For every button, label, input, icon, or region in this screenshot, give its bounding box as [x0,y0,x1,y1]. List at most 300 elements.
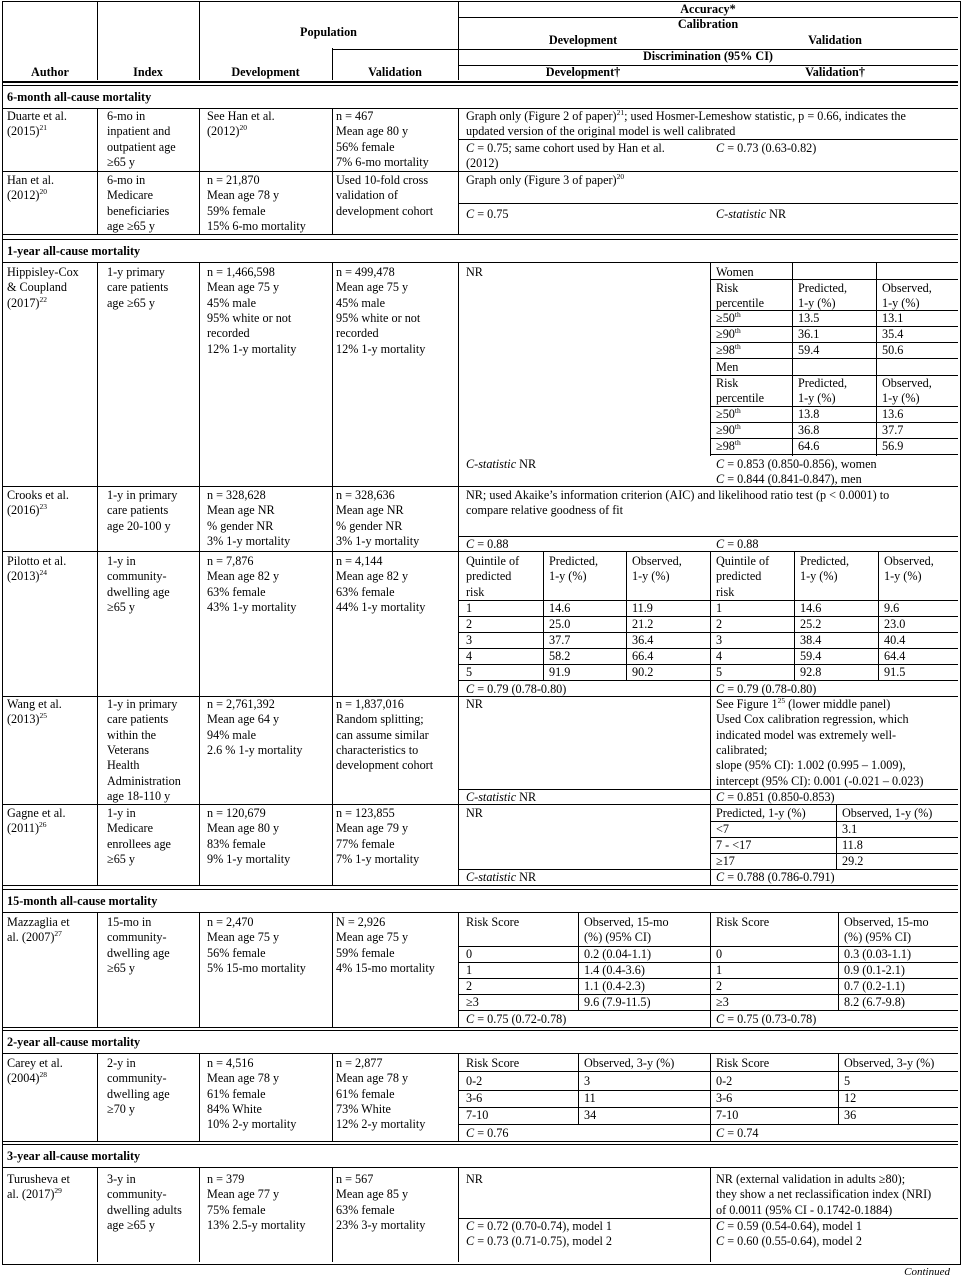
reference-superscript: th [734,405,741,415]
column-divider [710,1054,711,1141]
observed-cell: 50.6 [882,343,904,357]
risk-score-cell: 0 [716,947,723,961]
observed-cell: 90.2 [632,665,654,679]
observed-cell: 3.1 [842,822,858,836]
column-divider [199,913,200,1027]
discrimination-development-cell: C = 0.75 (0.72-0.78) [466,1012,567,1026]
row-divider [3,551,958,552]
row-divider [3,486,958,487]
discrimination-development-cell: C = 0.72 (0.70-0.74), model 1 [466,1219,613,1233]
cell-text: Risk [716,281,739,295]
row-divider [458,600,958,601]
population-validation-cell: 63% female [336,584,395,599]
population-development-cell: 94% male [207,727,257,742]
observed-header: 1-y (%) [632,569,670,584]
population-validation-cell: 3% 1-y mortality [336,533,420,548]
population-validation-cell: n = 1,837,016 [336,697,404,711]
index-cell: Medicare [107,188,154,203]
population-development-cell: n = 379 [207,1172,245,1186]
author-cell: $(2017)^{22}$ [7,294,47,310]
calibration-development-cell: NR [466,265,483,279]
quintile-cell: 1 [716,601,723,615]
column-divider [332,108,333,171]
row-divider [3,1027,958,1028]
population-development-cell: n = 7,876 [207,554,254,568]
population-validation-cell: n = 467 [336,109,374,123]
observed-cell: 36 [844,1108,857,1122]
cell-text: Observed, [882,281,932,295]
index-cell: enrollees age [107,836,171,851]
population-validation-cell: 44% 1-y mortality [336,599,426,614]
observed-cell: 36.4 [632,633,654,647]
predicted-cell: 13.8 [798,407,820,421]
section-divider [3,1030,958,1031]
observed-cell: 29.2 [842,854,864,868]
column-divider [199,263,200,486]
calibration-validation-cell: they show a net reclassification index (NRI) [716,1187,932,1202]
cell-text: percentile [716,391,765,405]
reference-superscript: 20 [616,171,625,181]
author-cell: $(2013)^{24}$ [7,568,47,584]
column-divider [710,552,711,696]
population-development-cell: Mean age 64 y [207,712,280,727]
quintile-cell: 3 [466,633,473,647]
author-cell: Gagne et al. [7,806,66,820]
observed-header: (%) (95% CI) [584,930,652,945]
observed-cell: 0.2 (0.04-1.1) [584,947,652,961]
author-cell: Hippisley-Cox [7,265,79,279]
risk-score-header: Risk Score [716,1056,770,1070]
row-divider [710,326,958,327]
observed-cell: 0.7 (0.2-1.1) [844,979,905,993]
author-cell: $(2015)^{21}$ [7,123,47,139]
index-cell: beneficiaries [107,203,170,218]
observed-cell: 11 [584,1091,596,1105]
row-divider [458,632,958,633]
population-development-cell: 56% female [207,945,266,960]
observed-cell: 0.3 (0.03-1.1) [844,947,912,961]
cell-text: 1-y (%) [882,391,920,405]
quintile-cell: 3 [716,633,723,647]
index-cell: 3-y in [107,1172,136,1186]
population-validation-cell: characteristics to [336,742,419,757]
column-divider [710,804,711,885]
population-development-cell: n = 2,470 [207,915,254,929]
population-development-cell: 75% female [207,1202,266,1217]
risk-score-cell: 0-2 [716,1074,733,1088]
observed-cell: 91.5 [884,665,906,679]
predicted-cell: 91.9 [549,665,571,679]
index-cell: 1-y in primary [107,488,178,502]
quintile-header: predicted [716,569,762,584]
index-cell: age 20-100 y [107,518,171,533]
risk-percentile-cell: ≥90th [716,325,741,341]
population-development-cell: Mean age 75 y [207,280,280,295]
population-development-cell: 45% male [207,295,257,310]
column-divider [199,552,200,696]
observed-header: (%) (95% CI) [844,930,912,945]
observed-cell: 9.6 [884,601,900,615]
cell-text: 1-y (%) [798,296,836,310]
cell-text: 1-y (%) [882,296,920,310]
column-divider [332,552,333,696]
risk-score-cell: ≥3 [716,995,729,1009]
population-development-cell: 95% white or not [207,310,292,325]
discrimination-validation-cell: C = 0.79 (0.78-0.80) [716,682,817,696]
observed-header: Observed, 15-mo [844,915,929,929]
row-divider [3,804,958,805]
quintile-cell: 5 [716,665,723,679]
predicted-cell: 7 - <17 [716,838,752,852]
discrimination-development-header: Development† [545,65,621,79]
row-divider [3,885,958,886]
reference-superscript: 25 [777,695,786,705]
quintile-header: risk [716,584,735,599]
column-divider [458,804,459,885]
row-divider [710,310,958,311]
reference-superscript: 23 [39,502,47,512]
cell-text: Predicted, [798,376,848,390]
predicted-cell: 38.4 [800,633,822,647]
population-validation-cell: n = 123,855 [336,806,395,820]
population-validation-cell: 59% female [336,945,395,960]
observed-header: Observed, [884,554,934,568]
population-development-cell: n = 2,761,392 [207,697,275,711]
index-cell: Medicare [107,821,154,836]
reference-superscript: th [734,437,741,447]
column-divider [332,804,333,885]
index-cell: age 18-110 y [107,788,171,803]
index-cell: Health [107,758,140,773]
observed-cell: 8.2 (6.7-9.8) [844,995,905,1009]
calibration-validation-cell: indicated model was extremely well- [716,727,897,742]
population-development-cell: Mean age NR [207,503,275,518]
accuracy-header: Accuracy* [680,2,736,16]
quintile-header: predicted [466,569,512,584]
discrimination-development-cell: (2012) [466,156,499,171]
population-validation-cell: validation of [336,188,398,203]
column-divider [332,263,333,486]
row-divider [710,422,958,423]
population-development-cell: 59% female [207,203,266,218]
cell-text: Predicted, [798,281,848,295]
population-validation-cell: Mean age 82 y [336,569,409,584]
observed-cell: 13.6 [882,407,904,421]
population-development-cell: 3% 1-y mortality [207,533,291,548]
reference-superscript: 27 [54,929,62,939]
row-divider [458,648,958,649]
population-validation-cell: Mean age 79 y [336,821,409,836]
population-development-cell: 2.6 % 1-y mortality [207,742,303,757]
reference-superscript: 20 [239,123,247,133]
population-development-cell: n = 1,466,598 [207,265,275,279]
index-cell: community- [107,1071,167,1086]
section-divider [3,912,958,913]
discrimination-development-cell: C = 0.75; same cohort used by Han et al. [466,141,665,155]
column-divider [199,172,200,234]
row-divider [3,234,958,235]
reference-superscript: th [734,325,741,335]
row-divider [710,438,958,439]
section-divider [3,85,958,86]
risk-score-header: Risk Score [466,1056,520,1070]
column-divider [97,487,98,551]
section-heading: 2-year all-cause mortality [7,1035,141,1049]
row-divider [710,342,958,343]
index-cell: dwelling age [107,945,170,960]
risk-percentile-cell: ≥50th [716,309,741,325]
column-divider [97,1168,98,1262]
risk-percentile-cell: ≥98th [716,341,741,357]
section-divider [3,1144,958,1145]
predicted-cell: 13.5 [798,311,820,325]
observed-cell: 35.4 [882,327,904,341]
column-divider [97,913,98,1027]
discrimination-validation-cell: C = 0.844 (0.841-0.847), men [716,472,862,486]
calibration-validation-cell: calibrated; [716,742,768,757]
population-validation-cell: n = 328,636 [336,488,395,502]
observed-cell: 21.2 [632,617,654,631]
reference-superscript: th [734,341,741,351]
population-development-cell: Mean age 78 y [207,188,280,203]
population-validation-cell: 12% 1-y mortality [336,341,426,356]
author-cell: Crooks et al. [7,488,69,502]
index-cell: care patients [107,280,169,295]
column-divider [710,263,711,456]
column-divider [97,804,98,885]
population-development-cell: 9% 1-y mortality [207,851,291,866]
column-divider [332,487,333,551]
population-validation-cell: Mean age 85 y [336,1187,409,1202]
predicted-header: Predicted, 1-y (%) [716,806,806,820]
row-divider [710,454,958,455]
index-cell: care patients [107,503,169,518]
section-divider [3,1053,958,1054]
column-divider [332,1054,333,1141]
column-divider [97,108,98,171]
population-development-cell: 63% female [207,584,266,599]
risk-score-cell: 7-10 [716,1108,739,1122]
observed-cell: 3 [584,1074,591,1088]
reference-superscript: th [734,309,741,319]
predicted-cell: 36.8 [798,423,820,437]
population-development-cell: Mean age 75 y [207,930,280,945]
observed-cell: 11.9 [632,601,653,615]
section-heading: 6-month all-cause mortality [7,90,152,104]
population-validation-cell: 12% 2-y mortality [336,1117,426,1132]
population-validation-cell: 73% White [336,1101,391,1116]
row-divider [710,406,958,407]
population-validation-cell: 95% white or not [336,310,421,325]
row-divider [710,821,958,822]
calibration-validation-header: Validation [808,33,862,47]
column-divider [458,552,459,696]
observed-header: 1-y (%) [884,569,922,584]
population-validation-cell: 23% 3-y mortality [336,1217,426,1232]
predicted-cell: 37.7 [549,633,571,647]
population-validation-cell: 56% female [336,139,395,154]
population-development-cell: n = 328,628 [207,488,266,502]
author-cell: $(2012)^{20}$ [7,187,47,203]
discrimination-validation-cell: C = 0.60 (0.55-0.64), model 2 [716,1234,863,1248]
discrimination-validation-cell: C = 0.75 (0.73-0.78) [716,1012,817,1026]
predicted-cell: 64.6 [798,439,820,453]
column-divider [458,263,459,486]
column-divider [199,1054,200,1141]
section-divider [3,1167,958,1168]
index-cell: 1-y in [107,554,136,568]
population-development-cell: See Han et al. [207,109,275,123]
population-development-cell: Mean age 82 y [207,569,280,584]
observed-header: Observed, 15-mo [584,915,669,929]
quintile-cell: 2 [466,617,473,631]
calibration-validation-cell: intercept (95% CI): 0.001 (-0.021 – 0.023) [716,773,924,788]
population-validation-cell: Mean age 75 y [336,280,409,295]
calibration-cell: updated version of the original model is well calibrated [466,124,736,139]
observed-cell: 23.0 [884,617,906,631]
reference-superscript: 25 [39,711,47,721]
quintile-header: Quintile of [716,554,770,568]
population-validation-cell: Mean age 78 y [336,1071,409,1086]
column-divider [97,696,98,804]
population-development-cell: recorded [207,326,250,341]
observed-cell: 13.1 [882,311,904,325]
index-cell: 15-mo in [107,915,152,929]
predicted-cell: 25.2 [800,617,822,631]
reference-superscript: 22 [39,294,47,304]
calibration-development-cell: NR [466,806,483,820]
reference-superscript: 29 [54,1186,62,1196]
population-development-cell: 13% 2.5-y mortality [207,1217,306,1232]
calibration-cell: NR; used Akaike’s information criterion (AIC) and likelihood ratio test (p < 0.0001) to [466,488,890,502]
section-heading: 15-month all-cause mortality [7,894,158,908]
population-development-cell: n = 120,679 [207,806,266,820]
observed-header: Observed, 3-y (%) [844,1056,935,1070]
reference-superscript: th [734,421,741,431]
continued-footer: Continued [904,1266,950,1278]
observed-cell: 64.4 [884,649,906,663]
reference-superscript: 21 [616,107,625,117]
index-cell: dwelling age [107,1086,170,1101]
discrimination-validation-cell: C = 0.788 (0.786-0.791) [716,870,835,884]
row-divider [458,1090,958,1091]
risk-score-header: Risk Score [466,915,520,929]
cell-text: 1-y (%) [798,391,836,405]
author-cell: Han et al. [7,173,55,187]
population-development-cell: n = 21,870 [207,173,260,187]
row-divider [458,616,958,617]
women-subheading: Women [716,265,754,279]
observed-cell: 37.7 [882,423,904,437]
column-divider [332,696,333,804]
index-cell: care patients [107,712,169,727]
population-validation-cell: recorded [336,326,379,341]
row-divider [458,536,958,537]
author-cell: Pilotto et al. [7,554,67,568]
index-cell: within the [107,727,157,742]
discrimination-validation-cell: C = 0.853 (0.850-0.856), women [716,457,877,471]
predicted-cell: 59.4 [800,649,822,663]
observed-cell: 12 [844,1091,857,1105]
index-cell: dwelling age [107,584,170,599]
discrimination-validation-cell: C = 0.851 (0.850-0.853) [716,790,835,804]
risk-percentile-cell: ≥50th [716,405,741,421]
section-heading: 3-year all-cause mortality [7,1149,141,1163]
population-development-cell: 15% 6-mo mortality [207,218,306,233]
population-development-cell: Mean age 78 y [207,1071,280,1086]
index-cell: 1-y in primary [107,697,178,711]
column-divider [710,696,711,804]
discrimination-development-cell: C-statistic NR [466,870,537,884]
population-validation-cell: n = 499,478 [336,265,395,279]
calibration-validation-cell-continued: (lower middle panel) [785,697,891,711]
section-heading: 1-year all-cause mortality [7,244,141,258]
index-cell: ≥65 y [107,154,136,169]
column-divider [458,913,459,1027]
column-divider [876,263,877,456]
reference-superscript: 21 [39,123,47,133]
column-divider [332,1168,333,1262]
index-header: Index [133,65,163,79]
risk-score-cell: 3-6 [716,1091,733,1105]
discrimination-header: Discrimination (95% CI) [643,49,773,63]
cell-text: percentile [716,296,765,310]
row-divider [458,664,958,665]
column-divider [458,1054,459,1141]
index-cell: ≥65 y [107,851,136,866]
discrimination-development-cell: C = 0.88 [466,537,509,551]
row-divider [3,82,958,83]
index-cell: inpatient and [107,124,171,139]
column-divider [458,696,459,804]
predicted-header: Predicted, [549,554,599,568]
population-validation-header: Validation [368,65,422,79]
discrimination-validation-header: Validation† [805,65,865,79]
population-validation-cell: 7% 1-y mortality [336,851,420,866]
population-validation-cell: 45% male [336,295,386,310]
population-development-header: Development [231,65,300,79]
population-development-cell: n = 4,516 [207,1056,254,1070]
author-cell: Mazzaglia et [7,915,70,929]
index-cell: 1-y in [107,806,136,820]
column-divider [97,172,98,234]
column-divider [199,804,200,885]
quintile-cell: 1 [466,601,473,615]
column-divider [97,1054,98,1141]
row-divider [710,358,958,359]
column-divider [458,172,459,234]
index-cell: ≥65 y [107,960,136,975]
risk-percentile-cell: ≥98th [716,437,741,453]
column-divider [458,108,459,171]
calibration-validation-cell: NR (external validation in adults ≥80); [716,1172,906,1186]
population-development-cell: 5% 15-mo mortality [207,960,306,975]
predicted-cell: 59.4 [798,343,820,357]
population-validation-cell: 63% female [336,1202,395,1217]
discrimination-development-cell: C = 0.79 (0.78-0.80) [466,682,567,696]
predicted-cell: 36.1 [798,327,820,341]
observed-cell: 34 [584,1108,597,1122]
population-validation-cell: % gender NR [336,518,403,533]
row-divider [458,1010,958,1011]
discrimination-validation-cell: C = 0.59 (0.54-0.64), model 1 [716,1219,863,1233]
risk-score-cell: 1 [716,963,723,977]
author-cell: $(2013)^{25}$ [7,711,47,727]
calibration-cell: Graph only (Figure 2 of paper)$^{21}$; used Hosmer-Lemeshow statistic, p = 0.66, indicates the [466,107,906,123]
risk-score-cell: 1 [466,963,473,977]
column-divider [332,913,333,1027]
index-cell: 6-mo in [107,173,146,187]
